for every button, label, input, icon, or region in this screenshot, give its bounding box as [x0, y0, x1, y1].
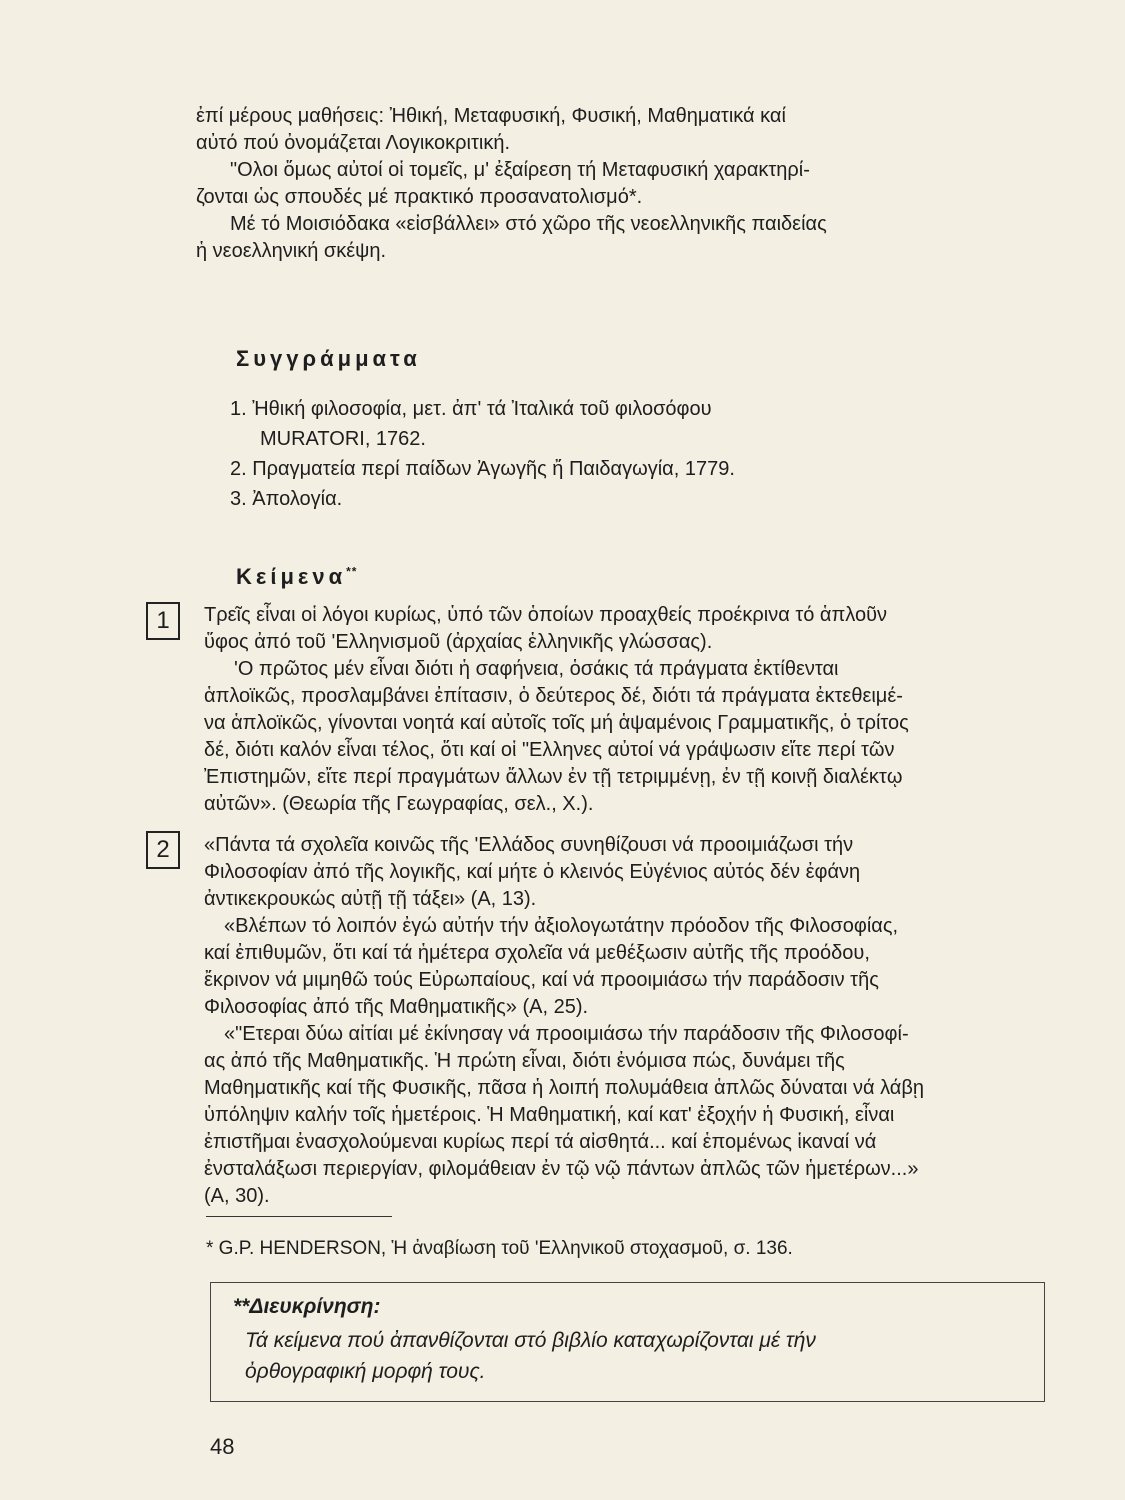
excerpt-line: ἁπλοϊκῶς, προσλαμβάνει ἐπίτασιν, ὁ δεύτερος δέ, διότι τά πράγματα ἐκτεθειμέ-: [204, 685, 903, 707]
excerpt-line: «"Ετεραι δύω αἰτίαι μέ ἐκίνησαγ νά προοιμιάσω τήν παράδοσιν τῆς Φιλοσοφί-: [224, 1023, 909, 1045]
clarification-line: Τά κείμενα πού ἀπανθίζονται στό βιβλίο καταχωρίζονται μέ τήν: [245, 1329, 816, 1352]
excerpt-1: [204, 602, 1046, 818]
intro-line: Μέ τό Μοισιόδακα «εἰσβάλλει» στό χῶρο τῆς νεοελληνικῆς παιδείας: [230, 213, 827, 235]
works-list: [230, 394, 1030, 514]
excerpt-line: ὑπόληψιν καλήν τοῖς ἡμετέροις. Ἡ Μαθηματική, καί κατ' ἐξοχήν ἡ Φυσική, εἶναι: [204, 1104, 895, 1126]
intro-line: "Ολοι ὅμως αὐτοί οἱ τομεῖς, μ' ἐξαίρεση τή Μεταφυσική χαρακτηρί-: [230, 159, 810, 181]
excerpt-number-box: 2: [146, 831, 180, 869]
excerpt-line: Ἐπιστημῶν, εἴτε περί πραγμάτων ἄλλων ἐν τῇ τετριμμένῃ, ἐν τῇ κοινῇ διαλέκτῳ: [204, 766, 903, 788]
excerpt-line: καί ἐπιθυμῶν, ὅτι καί τά ἡμέτερα σχολεῖα νά μεθέξωσιν αὐτῆς τῆς προόδου,: [204, 942, 870, 964]
excerpt-number-box: 1: [146, 602, 180, 640]
footnote: * G.P. HENDERSON, Ἡ ἀναβίωση τοῦ 'Ελληνικοῦ στοχασμοῦ, σ. 136.: [206, 1238, 793, 1259]
excerpt-line: ὕφος ἀπό τοῦ 'Ελληνισμοῦ (ἀρχαίας ἑλληνικῆς γλώσσας).: [204, 631, 713, 653]
clarification-body: [245, 1325, 1035, 1387]
excerpt-line: Μαθηματικῆς καί τῆς Φυσικῆς, πᾶσα ἡ λοιπή πολυμάθεια ἁπλῶς δύναται νά λάβῃ: [204, 1077, 924, 1099]
excerpt-line: 'Ο πρῶτος μέν εἶναι διότι ἡ σαφήνεια, ὁσάκις τά πράγματα ἐκτίθενται: [234, 658, 839, 680]
texts-heading: [236, 564, 357, 590]
excerpt-line: ἐπιστῆμαι ἐνασχολούμεναι κυρίως περί τά αἰσθητά... καί ἑπομένως ἱκαναί νά: [204, 1131, 877, 1153]
excerpt-line: να ἁπλοϊκῶς, γίνονται νοητά καί αὐτοῖς τοῖς μή ἁψαμένοις Γραμματικῆς, ὁ τρίτος: [204, 712, 909, 734]
intro-line: ἡ νεοελληνική σκέψη.: [196, 240, 387, 262]
excerpt-line: Τρεῖς εἶναι οἱ λόγοι κυρίως, ὑπό τῶν ὁποίων προαχθείς προέκρινα τό ἁπλοῦν: [204, 604, 888, 626]
intro-paragraph: [196, 103, 1046, 265]
texts-heading-label: Κείμενα: [236, 564, 347, 589]
page-number: 48: [210, 1434, 235, 1459]
excerpt-line: ἀντικεκρουκώς αὐτῇ τῇ τάξει» (Α, 13).: [204, 888, 537, 910]
footnote-marker: **: [346, 564, 358, 579]
excerpt-line: ας ἀπό τῆς Μαθηματικῆς. Ἡ πρώτη εἶναι, διότι ἐνόμισα πώς, δυνάμει τῆς: [204, 1050, 845, 1072]
excerpt-2: [204, 832, 1046, 1210]
excerpt-line: Φιλοσοφίας ἀπό τῆς Μαθηματικῆς» (Α, 25).: [204, 996, 589, 1018]
excerpt-line: «Βλέπων τό λοιπόν ἐγώ αὐτήν τήν ἀξιολογωτάτην πρόοδον τῆς Φιλοσοφίας,: [224, 915, 899, 937]
excerpt-line: Φιλοσοφίαν ἀπό τῆς λογικῆς, καί μήτε ὁ κλεινός Εὐγένιος αὐτός δέν ἐφάνη: [204, 861, 861, 883]
list-item: [230, 394, 1030, 454]
clarification-title: **Διευκρίνηση:: [233, 1295, 381, 1318]
intro-line: ζονται ὡς σπουδές μέ πρακτικό προσανατολισμό*.: [196, 186, 643, 208]
intro-line: αὐτό πού ὀνομάζεται Λογικοκριτική.: [196, 132, 511, 154]
excerpt-line: αὐτῶν». (Θεωρία τῆς Γεωγραφίας, σελ., Χ.).: [204, 793, 594, 815]
list-item-text: 1. Ἠθική φιλοσοφία, μετ. ἀπ' τά Ἰταλικά τοῦ φιλοσόφου: [230, 398, 712, 420]
intro-line: ἐπί μέρους μαθήσεις: Ἠθική, Μεταφυσική, Φυσική, Μαθηματικά καί: [196, 105, 786, 127]
excerpt-line: «Πάντα τά σχολεῖα κοινῶς τῆς 'Ελλάδος συνηθίζουσι νά προοιμιάζωσι τήν: [204, 834, 854, 856]
list-item-text: 3. Ἀπολογία.: [230, 488, 343, 510]
list-item: [230, 454, 1030, 484]
list-item-continuation: MURATORI, 1762.: [260, 428, 426, 450]
list-item-text: 2. Πραγματεία περί παίδων Ἀγωγῆς ἤ Παιδαγωγία, 1779.: [230, 458, 735, 480]
works-heading: Συγγράμματα: [236, 346, 421, 371]
excerpt-line: ἐνσταλάξωσι περιεργίαν, φιλομάθειαν ἐν τῷ νῷ πάντων ἁπλῶς τῶν ἡμετέρων...»: [204, 1158, 919, 1180]
excerpt-line: δέ, διότι καλόν εἶναι τέλος, ὅτι καί οἱ "Ελληνες αὐτοί νά γράψωσιν εἴτε περί τῶν: [204, 739, 895, 761]
clarification-box: [210, 1282, 1045, 1402]
footnote-divider: [206, 1216, 392, 1217]
clarification-line: ὀρθογραφική μορφή τους.: [245, 1360, 486, 1383]
list-item: [230, 484, 1030, 514]
excerpt-line: (Α, 30).: [204, 1185, 270, 1207]
excerpt-line: ἔκρινον νά μιμηθῶ τούς Εὐρωπαίους, καί νά προοιμιάσω τήν παράδοσιν τῆς: [204, 969, 879, 991]
